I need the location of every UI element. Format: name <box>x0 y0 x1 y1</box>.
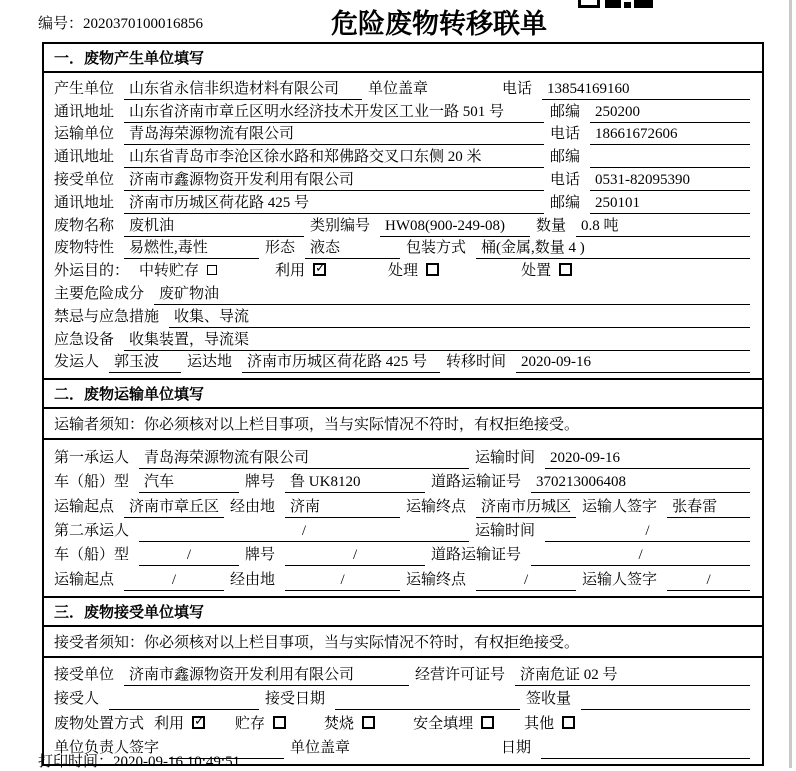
unchecked-checkbox-icon <box>481 716 494 729</box>
field-label: 类别编号 <box>310 217 371 234</box>
field-value: 18661672606 <box>590 126 750 145</box>
field-label: 道路运输证号 <box>431 547 522 564</box>
field-value: 收集、导流 <box>169 305 750 328</box>
cutoff-glyph-icon <box>578 0 600 8</box>
page-title: 危险废物转移联单 <box>331 9 547 39</box>
field-label: 单位盖章 <box>368 80 429 97</box>
unchecked-checkbox-icon <box>207 265 217 275</box>
form-row <box>54 282 752 305</box>
form-row <box>54 259 752 282</box>
section-rows-transporter <box>44 440 762 595</box>
form-row <box>54 328 752 351</box>
field-label: 签收量 <box>526 691 572 708</box>
field-value <box>590 149 750 168</box>
field-label: 车（船）型 <box>54 474 130 491</box>
field-value: 济南危证 02 号 <box>515 663 750 686</box>
field-value: / <box>124 572 224 591</box>
field-label: 产生单位 <box>54 80 115 97</box>
field-label: 邮编 <box>550 194 581 211</box>
field-label: 经营许可证号 <box>415 667 506 684</box>
field-label: 数量 <box>536 217 567 234</box>
field-value: 济南 <box>285 495 400 518</box>
field-value: 青岛海荣源物流有限公司 <box>124 122 544 145</box>
field-value: 张春雷 <box>667 495 750 518</box>
field-label: 运输起点 <box>54 571 115 588</box>
field-label: 废物特性 <box>54 240 115 257</box>
unchecked-checkbox-icon <box>562 716 575 729</box>
field-value: 济南市历城区荷花路 425 号 <box>242 350 440 373</box>
checkbox-option <box>139 259 217 282</box>
field-label: 运输时间 <box>475 522 536 539</box>
field-label: 通讯地址 <box>54 194 115 211</box>
field-value <box>581 691 750 710</box>
form-row <box>54 305 752 328</box>
form-row <box>54 566 752 590</box>
checkbox-option <box>324 712 375 735</box>
form-serial <box>38 12 203 33</box>
checkbox-option <box>154 712 205 735</box>
form-row <box>54 493 752 517</box>
field-value: 桶(金属,数量 4 ) <box>476 236 750 259</box>
form-row <box>54 237 752 260</box>
field-value: 山东省济南市章丘区明水经济技术开发区工业一路 501 号 <box>124 100 544 123</box>
form-row <box>54 469 752 493</box>
field-label: 牌号 <box>245 474 276 491</box>
field-label: 经由地 <box>230 498 276 515</box>
form-row <box>54 662 752 686</box>
field-label: 日期 <box>501 740 532 757</box>
field-label: 运输人签字 <box>582 498 658 515</box>
field-value: 0531-82095390 <box>590 172 750 191</box>
field-label: 通讯地址 <box>54 149 115 166</box>
form-row <box>54 77 752 100</box>
field-label: 发运人 <box>54 354 100 371</box>
field-label: 运输终点 <box>406 571 467 588</box>
field-value: 收集装置，导流渠 <box>124 328 750 351</box>
field-label: 经由地 <box>230 571 276 588</box>
field-label: 通讯地址 <box>54 103 115 120</box>
field-label: 接受日期 <box>265 691 326 708</box>
field-label: 第一承运人 <box>54 449 130 466</box>
cutoff-element-fragment <box>578 0 656 8</box>
field-value: 0.8 吨 <box>576 214 750 237</box>
checkbox-label: 中转贮存 <box>139 263 200 280</box>
field-value: 济南市历城区 <box>476 495 576 518</box>
field-label: 应急设备 <box>54 331 115 348</box>
checkbox-option <box>275 259 326 282</box>
field-value: 2020-09-16 <box>516 354 750 373</box>
section-producer <box>44 44 762 378</box>
form-row <box>54 518 752 542</box>
checkbox-label: 焚烧 <box>324 715 355 732</box>
form-row <box>54 710 752 734</box>
field-value: / <box>139 523 469 542</box>
field-label: 道路运输证号 <box>431 474 522 491</box>
field-label: 接受人 <box>54 691 100 708</box>
field-value: 250200 <box>590 104 750 123</box>
section-header-receiver: 三．废物接受单位填写 <box>44 596 762 627</box>
field-label: 废物处置方式 <box>54 715 145 732</box>
section-notice-receiver: 接受者须知：你必须核对以上栏目事项，当与实际情况不符时，有权拒绝接受。 <box>44 627 762 658</box>
form-serial-number: 2020370100016856 <box>83 16 204 32</box>
field-value <box>541 740 750 759</box>
checkbox-label: 利用 <box>154 715 185 732</box>
field-label: 运输单位 <box>54 126 115 143</box>
field-label: 运输时间 <box>475 449 536 466</box>
field-value: 250101 <box>590 195 750 214</box>
field-value: 鲁 UK8120 <box>285 470 425 493</box>
print-time-value: 2020-09-16 10:49:51 <box>113 754 241 770</box>
section-notice-transporter: 运输者须知：你必须核对以上栏目事项，当与实际情况不符时，有权拒绝接受。 <box>44 409 762 440</box>
checked-checkbox-icon <box>192 716 205 729</box>
form-row <box>54 542 752 566</box>
field-label: 废物名称 <box>54 217 115 234</box>
unchecked-checkbox-icon <box>362 716 375 729</box>
field-value: 2020-09-16 <box>545 450 750 469</box>
checkbox-label: 安全填埋 <box>413 715 474 732</box>
field-label: 邮编 <box>550 103 581 120</box>
transfer-form-table <box>42 42 764 766</box>
field-label: 运输起点 <box>54 498 115 515</box>
checkbox-option <box>235 712 286 735</box>
field-value: 易燃性,毒性 <box>124 236 259 259</box>
checkbox-label: 处理 <box>388 263 419 280</box>
field-value: 液态 <box>305 236 400 259</box>
section-header-producer: 一．废物产生单位填写 <box>44 44 762 73</box>
field-value: / <box>285 572 400 591</box>
cutoff-glyph-icon <box>624 2 631 8</box>
checked-checkbox-icon <box>313 263 326 276</box>
form-row <box>54 100 752 123</box>
section-rows-receiver <box>44 658 762 765</box>
form-row <box>54 145 752 168</box>
checkbox-option <box>388 259 439 282</box>
print-time-label: 打印时间： <box>38 754 114 770</box>
form-row <box>54 168 752 191</box>
field-label: 运输终点 <box>406 498 467 515</box>
section-header-transporter: 二．废物运输单位填写 <box>44 378 762 409</box>
field-value: 济南市鑫源物资开发利用有限公司 <box>124 663 409 686</box>
field-label: 运达地 <box>187 354 233 371</box>
form-row <box>54 191 752 214</box>
section-receiver <box>44 596 762 765</box>
field-value: 青岛海荣源物流有限公司 <box>139 446 469 469</box>
form-row <box>54 123 752 146</box>
section-rows-producer <box>44 73 762 378</box>
form-serial-label: 编号： <box>38 16 84 32</box>
field-value: 山东省永信非织造材料有限公司 <box>124 77 362 100</box>
field-label: 电话 <box>550 126 581 143</box>
field-value: 山东省青岛市李沧区徐水路和郑佛路交叉口东侧 20 米 <box>124 145 544 168</box>
field-label: 包装方式 <box>406 240 467 257</box>
field-value: 废矿物油 <box>154 282 750 305</box>
vertical-scrollbar[interactable] <box>789 0 792 768</box>
field-label: 主要危险成分 <box>54 285 145 302</box>
field-value: HW08(900-249-08) <box>380 218 530 237</box>
field-label: 转移时间 <box>446 354 507 371</box>
form-row <box>54 214 752 237</box>
field-value: 济南市历城区荷花路 425 号 <box>124 191 544 214</box>
field-value: / <box>531 547 750 566</box>
field-label: 形态 <box>265 240 296 257</box>
field-value: 370213006408 <box>531 474 750 493</box>
cutoff-glyph-icon <box>634 0 653 8</box>
field-value: 济南市鑫源物资开发利用有限公司 <box>124 168 544 191</box>
field-label: 车（船）型 <box>54 547 130 564</box>
form-row <box>54 444 752 468</box>
field-label: 外运目的： <box>54 263 130 280</box>
field-value: / <box>285 547 425 566</box>
section-transporter <box>44 378 762 595</box>
field-label: 邮编 <box>550 149 581 166</box>
field-label: 单位负责人签字 <box>54 740 160 757</box>
field-label: 禁忌与应急措施 <box>54 308 160 325</box>
field-value: 济南市章丘区 <box>124 495 224 518</box>
field-value <box>335 691 520 710</box>
field-label: 运输人签字 <box>582 571 658 588</box>
field-value: 汽车 <box>139 470 239 493</box>
field-label: 接受单位 <box>54 667 115 684</box>
form-row <box>54 351 752 374</box>
field-value: / <box>667 572 750 591</box>
field-label: 第二承运人 <box>54 522 130 539</box>
field-value: / <box>139 547 239 566</box>
field-label: 接受单位 <box>54 171 115 188</box>
field-value: 废机油 <box>124 214 304 237</box>
field-value <box>109 691 259 710</box>
unchecked-checkbox-icon <box>426 263 439 276</box>
checkbox-option <box>524 712 575 735</box>
checkbox-label: 利用 <box>275 263 306 280</box>
field-label: 电话 <box>550 171 581 188</box>
field-label: 电话 <box>502 80 533 97</box>
checkbox-label: 其他 <box>524 715 555 732</box>
checkbox-label: 处置 <box>521 263 552 280</box>
unchecked-checkbox-icon <box>273 716 286 729</box>
field-label: 单位盖章 <box>290 740 351 757</box>
field-label: 牌号 <box>245 547 276 564</box>
field-value: / <box>476 572 576 591</box>
form-row <box>54 686 752 710</box>
cutoff-glyph-icon <box>605 0 621 8</box>
field-value: / <box>545 523 750 542</box>
field-value: 郭玉波 <box>109 350 181 373</box>
checkbox-label: 贮存 <box>235 715 266 732</box>
field-value: 13854169160 <box>542 81 750 100</box>
checkbox-option <box>521 259 572 282</box>
unchecked-checkbox-icon <box>559 263 572 276</box>
checkbox-option <box>413 712 494 735</box>
